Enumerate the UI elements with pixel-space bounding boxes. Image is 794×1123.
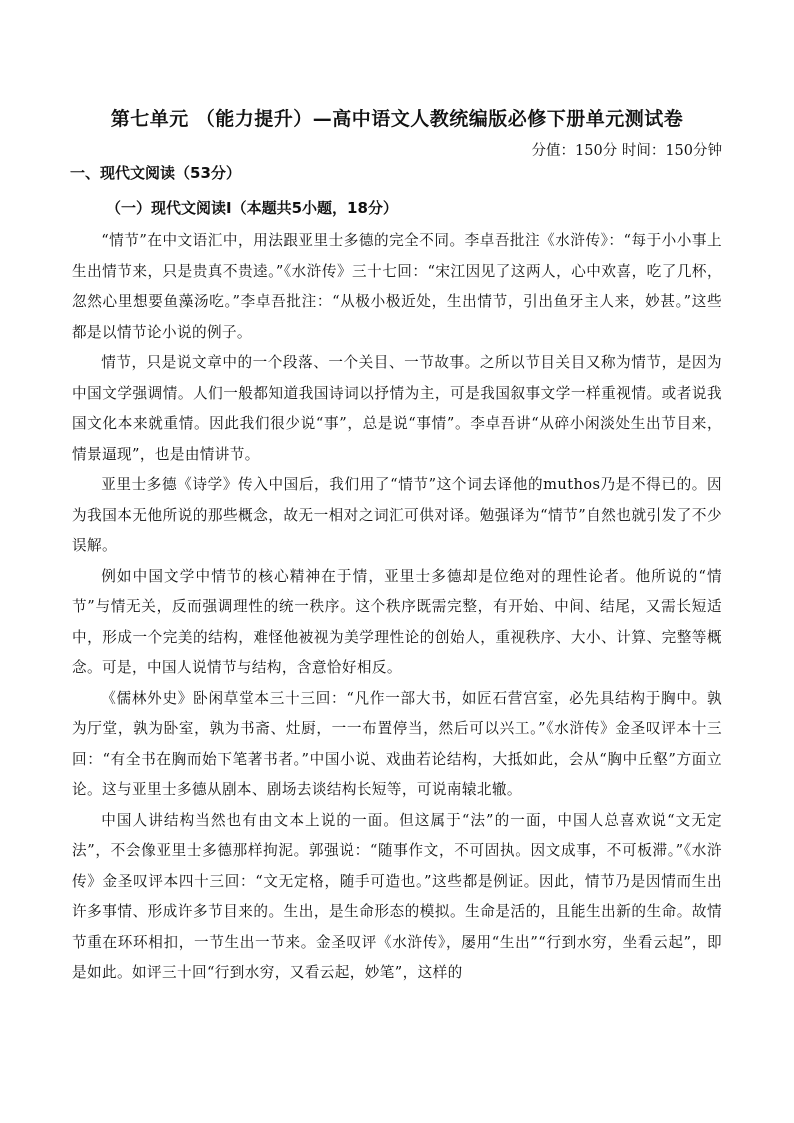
paragraph-6: 中国人讲结构当然也有由文本上说的一面。但这属于“法”的一面，中国人总喜欢说“文无定法”，不会像亚里士多德那样拘泥。郭强说：“随事作文，不可固执。因文成事，不可板滞。”《水浒传》金圣叹评本四十三回：“文无定格，随手可造也。”这些都是例证。因此，情节乃是因情而生出许多事情、形成许多节目来的。生出，是生命形态的模拟。生命是活的，且能生出新的生命。故情节重在环环相扣，一节生出一节来。金圣叹评《水浒传》，屡用“生出”“行到水穷，坐看云起”，即是如此。如评三十回“行到水穷，又看云起，妙笔”，这样的 [72, 811, 722, 981]
section-heading: 一、现代文阅读（53分） [70, 164, 241, 182]
paragraph-5: 《儒林外史》卧闲草堂本三十三回：“凡作一部大书，如匠石营宫室，必先具结构于胸中。孰为厅堂，孰为卧室，孰为书斋、灶厨，一一布置停当，然后可以兴工。”《水浒传》金圣叹评本十三回：“有全书在胸而始下笔著书者。”中国小说、戏曲若论结构，大抵如此，会从“胸中丘壑”方面立论。这与亚里士多德从剧本、剧场去谈结构长短等，可说南辕北辙。 [72, 689, 722, 798]
subsection-heading: （一）现代文阅读Ⅰ（本题共5小题，18分） [106, 199, 398, 217]
paragraph-2: 情节，只是说文章中的一个段落、一个关目、一节故事。之所以节目关目又称为情节，是因为中国文学强调情。人们一般都知道我国诗词以抒情为主，可是我国叙事文学一样重视情。或者说我国文化本来就重情。因此我们很少说“事”，总是说“事情”。李卓吾讲“从碎小闲淡处生出节目来，情景逼现”，也是由情讲节。 [72, 354, 722, 463]
reading-passage [72, 226, 722, 989]
paragraph-3: 亚里士多德《诗学》传入中国后，我们用了“情节”这个词去译他的muthos乃是不得已的。因为我国本无他所说的那些概念，故无一相对之词汇可供对译。勉强译为“情节”自然也就引发了不少误解。 [72, 476, 722, 554]
score-time-info: 分值：150分 时间：150分钟 [531, 143, 722, 159]
paragraph-4: 例如中国文学中情节的核心精神在于情，亚里士多德却是位绝对的理性论者。他所说的“情节”与情无关，反而强调理性的统一秩序。这个秩序既需完整，有开始、中间、结尾，又需长短适中，形成一个完美的结构，难怪他被视为美学理性论的创始人，重视秩序、大小、计算、完整等概念。可是，中国人说情节与结构，含意恰好相反。 [72, 567, 722, 676]
document-title: 第七单元 （能力提升）—高中语文人教统编版必修下册单元测试卷 [110, 108, 684, 130]
paragraph-1: “情节”在中文语汇中，用法跟亚里士多德的完全不同。李卓吾批注《水浒传》：“每于小小事上生出情节来，只是贵真不贵逵。”《水浒传》三十七回：“宋江因见了这两人，心中欢喜，吃了几杯，忽然心里想要鱼藻汤吃。”李卓吾批注：“从极小极近处，生出情节，引出鱼牙主人来，妙甚。”这些都是以情节论小说的例子。 [72, 232, 722, 341]
